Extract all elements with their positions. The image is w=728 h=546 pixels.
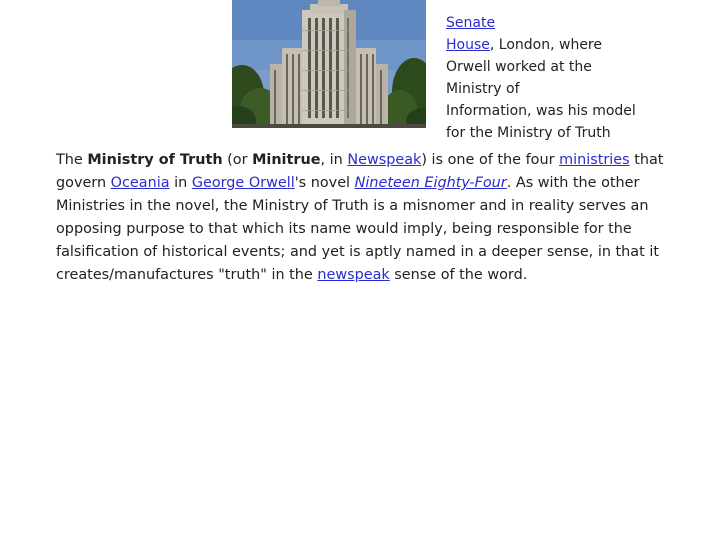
article-line-2 — [56, 172, 696, 195]
senate-house-photo — [232, 0, 426, 128]
george-orwell-link[interactable]: George Orwell — [191, 175, 295, 191]
text-segment: , in — [320, 152, 348, 168]
text-segment: The — [56, 152, 88, 168]
minitrue-term: Minitrue — [252, 152, 321, 168]
oceania-link[interactable]: Oceania — [110, 175, 170, 191]
newspeak-link[interactable]: Newspeak — [347, 152, 422, 168]
nineteen-eighty-four-link[interactable] — [355, 175, 507, 191]
text-segment: (or — [222, 152, 253, 168]
text-segment: that — [629, 152, 664, 168]
text-segment: in — [169, 175, 192, 191]
newspeak-link-2[interactable]: newspeak — [317, 267, 390, 283]
text-segment: govern — [56, 175, 111, 191]
photo-caption — [446, 12, 668, 144]
novel-title: Nineteen Eighty-Four — [354, 175, 507, 191]
caption-text-2: , London, where — [489, 37, 602, 53]
ministries-link[interactable]: ministries — [559, 152, 630, 168]
ministry-of-truth-term: Ministry of Truth — [87, 152, 223, 168]
text-segment: 's novel — [294, 175, 355, 191]
text-segment: sense of the word. — [389, 267, 528, 283]
caption-line-5: Information, was his model — [446, 103, 636, 119]
article-line-4: opposing purpose to that which its name would imply, being responsible for the — [56, 221, 632, 237]
article-line-1 — [56, 149, 696, 172]
article-line-3: Ministries in the novel, the Ministry of Truth is a misnomer and in reality serves an — [56, 198, 649, 214]
text-segment: creates/manufactures "truth" in the — [56, 267, 318, 283]
caption-line-2 — [446, 34, 668, 56]
text-segment: . As with the other — [506, 175, 640, 191]
caption-line-4: Ministry of — [446, 81, 520, 97]
text-segment: ) is one of the four — [421, 152, 560, 168]
caption-line-6: for the Ministry of Truth — [446, 125, 611, 141]
caption-line-3: Orwell worked at the — [446, 59, 592, 75]
senate-link[interactable]: Senate — [446, 15, 496, 31]
building-illustration — [232, 0, 426, 128]
article-line-5: falsification of historical events; and yet is aptly named in a deeper sense, in that it — [56, 244, 659, 260]
caption-line-1 — [446, 12, 668, 34]
article-line-6 — [56, 264, 696, 287]
article-paragraph — [56, 149, 696, 287]
house-link[interactable]: House — [446, 37, 490, 53]
